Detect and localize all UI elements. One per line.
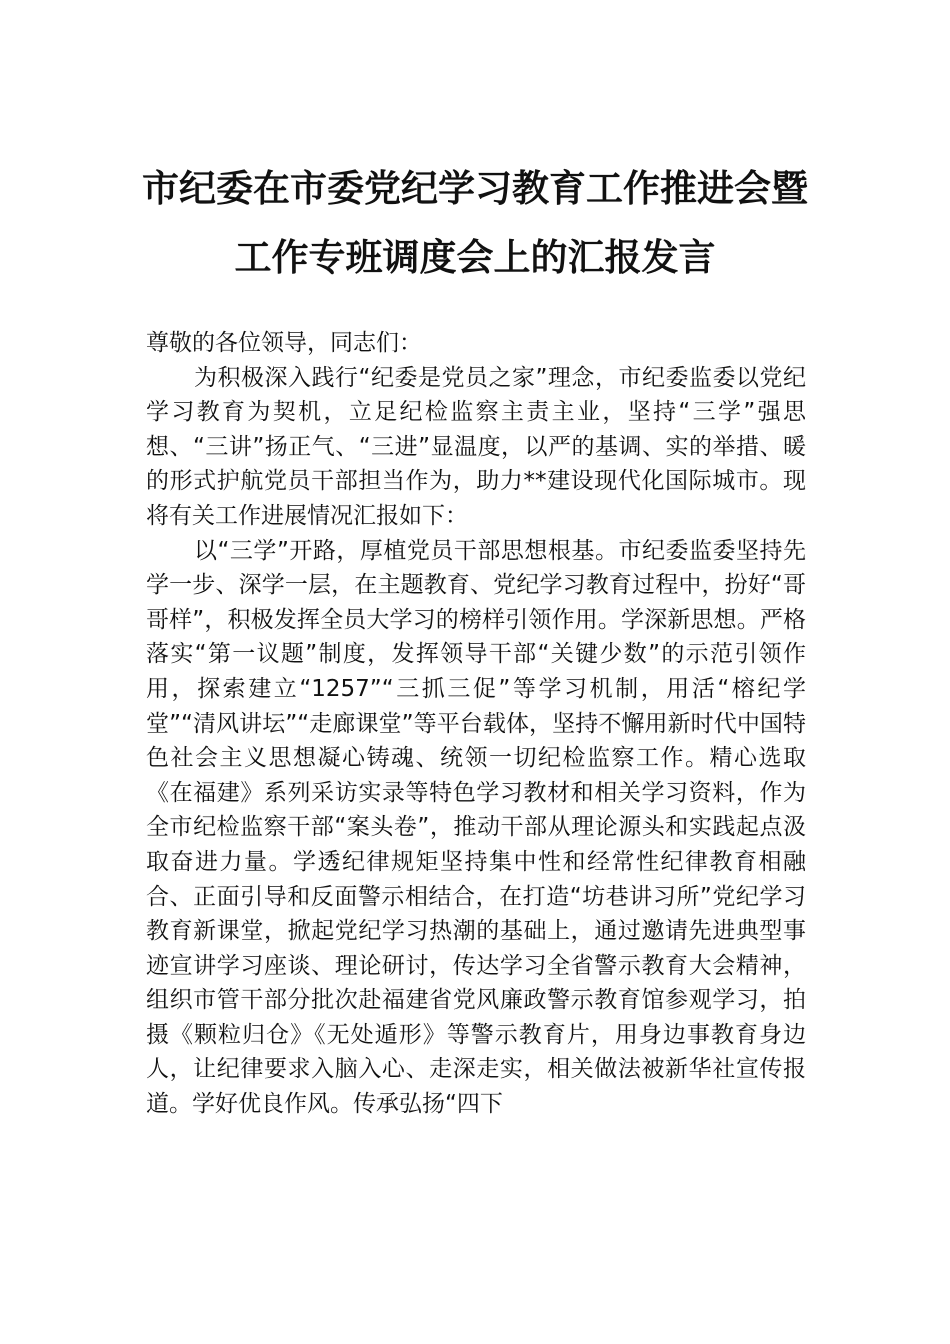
- document-title-line-2: 工作专班调度会上的汇报发言: [234, 235, 716, 279]
- salutation: 尊敬的各位领导，同志们：: [146, 330, 422, 356]
- document-body: [146, 326, 806, 1122]
- document-title-line-1: 市纪委在市委党纪学习教育工作推进会暨: [142, 166, 808, 210]
- body-paragraph-san-xue: 以“三学”开路，厚植党员干部思想根基。市纪委监委坚持先学一步、深学一层，在主题教育、党纪学习教育过程中，扮好“哥哥样”，积极发挥全员大学习的榜样引领作用。学深新思想。严格落实“第一议题”制度，发挥领导干部“关键少数”的示范引领作用，探索建立“1257”“三抓三促”等学习机制，用活“榕纪学堂”“清风讲坛”“走廊课堂”等平台载体，坚持不懈用新时代中国特色社会主义思想凝心铸魂、统领一切纪检监察工作。精心选取《在福建》系列采访实录等特色学习教材和相关学习资料，作为全市纪检监察干部“案头卷”，推动干部从理论源头和实践起点汲取奋进力量。学透纪律规矩坚持集中性和经常性纪律教育相融合、正面引导和反面警示相结合，在打造“坊巷讲习所”党纪学习教育新课堂，掀起党纪学习热潮的基础上，通过邀请先进典型事迹宣讲学习座谈、理论研讨，传达学习全省警示教育大会精神，组织市管干部分批次赴福建省党风廉政警示教育馆参观学习，拍摄《颗粒归仓》《无处遁形》等警示教育片，用身边事教育身边人，让纪律要求入脑入心、走深走实，相关做法被新华社宣传报道。学好优良作风。传承弘扬“四下: [146, 537, 806, 1118]
- body-paragraph-intro: 为积极深入践行“纪委是党员之家”理念，市纪委监委以党纪学习教育为契机，立足纪检监察主责主业，坚持“三学”强思想、“三讲”扬正气、“三进”显温度，以严的基调、实的举措、暖的形式护航党员干部担当作为，助力**建设现代化国际城市。现将有关工作进展情况汇报如下：: [146, 364, 806, 529]
